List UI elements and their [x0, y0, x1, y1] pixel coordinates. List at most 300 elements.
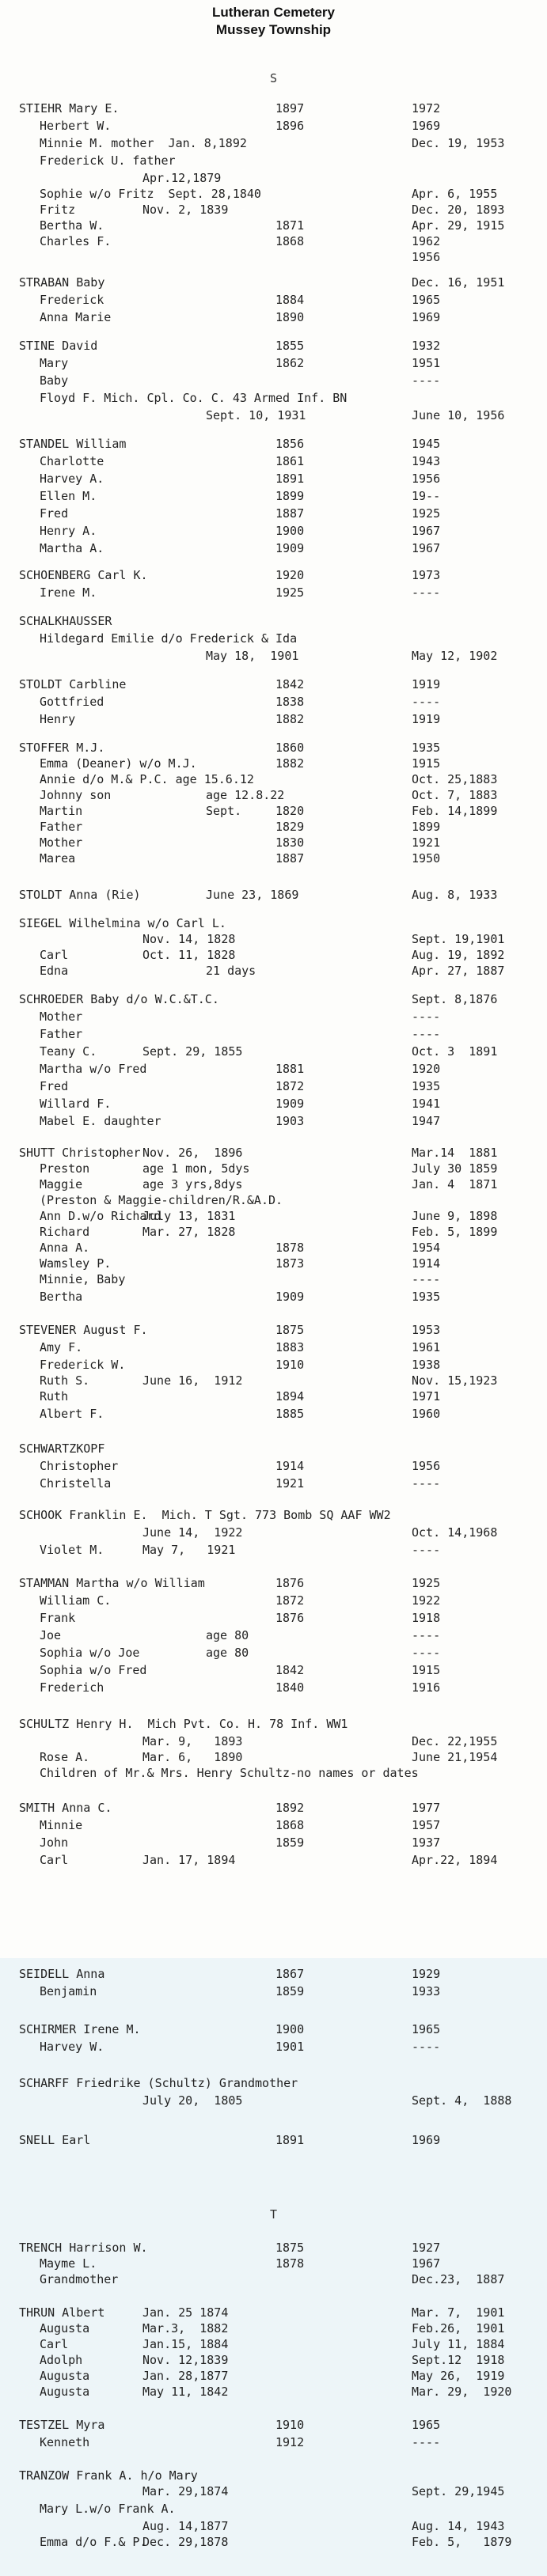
record-line	[0, 1680, 547, 1698]
record-line	[0, 1750, 547, 1767]
birth-date: Nov. 2, 1839	[142, 203, 229, 217]
name-text: Willard F.	[40, 1097, 112, 1111]
birth-date: 1856	[275, 437, 305, 451]
name-text: Christopher	[40, 1459, 119, 1473]
record-line	[0, 1290, 547, 1307]
name-text: Carl	[40, 2337, 69, 2351]
name-text: Wamsley P.	[40, 1256, 112, 1271]
name-text: STEVENER August F.	[19, 1323, 148, 1337]
death-date: 1937	[412, 1835, 441, 1850]
death-date: 1919	[412, 712, 441, 726]
record-line	[0, 275, 547, 293]
birth-date: age 12.8.22	[206, 788, 285, 802]
name-text: Herbert W.	[40, 119, 112, 133]
record-line	[0, 1097, 547, 1114]
record-line	[0, 2337, 547, 2354]
name-text: SHUTT Christopher	[19, 1146, 141, 1160]
death-date: Apr.22, 1894	[412, 1853, 498, 1867]
name-text: Charles F.	[40, 234, 112, 248]
death-date: Mar.14 1881	[412, 1146, 498, 1160]
death-date: Sept. 19,1901	[412, 932, 505, 946]
birth-date: 1882	[275, 756, 305, 771]
record-line	[0, 888, 547, 905]
birth-date: Sept. 29, 1855	[142, 1044, 243, 1059]
death-date: Aug. 14, 1943	[412, 2519, 505, 2533]
record-line	[0, 1407, 547, 1424]
birth-date: 1892	[275, 1801, 305, 1815]
birth-date: 1875	[275, 2241, 305, 2255]
birth-date: age 80	[206, 1628, 249, 1642]
death-date: 1933	[412, 1984, 441, 1998]
record-line	[0, 2484, 547, 2502]
birth-date: 1820	[275, 804, 305, 818]
name-text: Rose A.	[40, 1750, 90, 1764]
death-date: 1954	[412, 1241, 441, 1255]
birth-date: 1867	[275, 1967, 305, 1981]
name-text: SCHWARTZKOPF	[19, 1441, 105, 1456]
death-date: Apr. 6, 1955	[412, 187, 498, 201]
birth-date: 1876	[275, 1576, 305, 1590]
record-line	[0, 964, 547, 981]
record-line	[0, 1323, 547, 1340]
record-line	[0, 2241, 547, 2258]
birth-date: age 80	[206, 1646, 249, 1660]
death-date: 1972	[412, 101, 441, 116]
name-text: STRABAN Baby	[19, 275, 105, 290]
death-date: Aug. 19, 1892	[412, 948, 505, 962]
record-line	[0, 101, 547, 119]
record-line	[0, 1734, 547, 1752]
death-date: 1935	[412, 1079, 441, 1093]
birth-date: 1894	[275, 1389, 305, 1404]
name-text: Minnie, Baby	[40, 1272, 126, 1286]
record-line	[0, 677, 547, 695]
name-text: SEIDELL Anna	[19, 1967, 105, 1981]
birth-date: July 13, 1831	[142, 1209, 236, 1223]
birth-date: 1829	[275, 820, 305, 834]
name-text: (Preston & Maggie-children/R.&A.D.	[40, 1193, 283, 1207]
record-line	[0, 2093, 547, 2111]
death-date: May 26, 1919	[412, 2369, 505, 2383]
name-text: Martha w/o Fred	[40, 1062, 147, 1076]
birth-date: 1900	[275, 2022, 305, 2036]
death-date: 1961	[412, 1340, 441, 1354]
record-line	[0, 541, 547, 559]
record-line	[0, 1717, 547, 1734]
death-date: 1929	[412, 1967, 441, 1981]
birth-date: age 1 mon, 5dys	[142, 1161, 250, 1176]
death-date: 1967	[412, 541, 441, 555]
record-line	[0, 1146, 547, 1163]
name-text: THRUN Albert	[19, 2305, 105, 2320]
death-date: ----	[412, 1646, 441, 1660]
record-line	[0, 339, 547, 356]
record-line	[0, 649, 547, 666]
birth-date: 1890	[275, 310, 305, 324]
record-line	[0, 1062, 547, 1079]
death-date: 1957	[412, 1818, 441, 1832]
record-line	[0, 851, 547, 869]
death-date: 1919	[412, 677, 441, 691]
record-line	[0, 356, 547, 373]
name-text: STIEHR Mary E.	[19, 101, 120, 116]
birth-date: 1861	[275, 454, 305, 468]
record-line	[0, 454, 547, 472]
death-date: 1915	[412, 756, 441, 771]
name-text: STANDEL William	[19, 437, 127, 451]
record-line	[0, 1508, 547, 1525]
record-line	[0, 234, 547, 252]
record-line	[0, 2040, 547, 2057]
record-line	[0, 1209, 547, 1226]
name-text: SCHROEDER Baby d/o W.C.&T.C.	[19, 992, 219, 1006]
death-date: 1899	[412, 820, 441, 834]
birth-date: Jan. 17, 1894	[142, 1853, 236, 1867]
death-date: ----	[412, 1476, 441, 1491]
name-text: Minnie	[40, 1818, 83, 1832]
death-date: Feb.26, 1901	[412, 2321, 505, 2335]
death-date: 1935	[412, 1290, 441, 1304]
name-text: Hildegard Emilie d/o Frederick & Ida	[40, 631, 298, 646]
death-date: Dec. 19, 1953	[412, 136, 505, 150]
birth-date: 1909	[275, 1097, 305, 1111]
record-line	[0, 437, 547, 454]
name-text: Annie d/o M.& P.C. age 15.6.12	[40, 772, 254, 786]
name-text: Preston	[40, 1161, 90, 1176]
death-date: Mar. 29, 1920	[412, 2385, 512, 2399]
record-line	[0, 1044, 547, 1062]
birth-date: 1881	[275, 1062, 305, 1076]
birth-date: 1876	[275, 1611, 305, 1625]
birth-date: 1830	[275, 835, 305, 850]
death-date: ----	[412, 1543, 441, 1557]
record-line	[0, 2321, 547, 2339]
death-date: ----	[412, 1628, 441, 1642]
record-line	[0, 932, 547, 949]
name-text: Sophia w/o Fred	[40, 1663, 147, 1677]
birth-date: Aug. 14,1877	[142, 2519, 229, 2533]
record-line	[0, 1853, 547, 1870]
birth-date: Sept. 10, 1931	[206, 408, 306, 422]
record-line	[0, 1272, 547, 1290]
name-text: SCHOENBERG Carl K.	[19, 568, 148, 582]
name-text: Albert F.	[40, 1407, 104, 1421]
record-line	[0, 631, 547, 649]
death-date: Sept. 4, 1888	[412, 2093, 512, 2108]
birth-date: 1873	[275, 1256, 305, 1271]
record-line	[0, 1525, 547, 1543]
birth-date: 1903	[275, 1114, 305, 1128]
name-text: Christella	[40, 1476, 112, 1491]
death-date: Feb. 14,1899	[412, 804, 498, 818]
birth-date: 1875	[275, 1323, 305, 1337]
death-date: 1943	[412, 454, 441, 468]
death-date: 1922	[412, 1593, 441, 1608]
name-text: SCHULTZ Henry H. Mich Pvt. Co. H. 78 Inf. WW1	[19, 1717, 348, 1731]
name-text: STOLDT Anna (Rie)	[19, 888, 141, 902]
record-line	[0, 1543, 547, 1560]
name-text: TRANZOW Frank A. h/o Mary	[19, 2468, 198, 2483]
birth-date: May 7, 1921	[142, 1543, 236, 1557]
name-text: Harvey A.	[40, 472, 104, 486]
name-text: Martin	[40, 804, 83, 818]
birth-date: Mar.3, 1882	[142, 2321, 229, 2335]
birth-date: 1887	[275, 506, 305, 521]
death-date: June 21,1954	[412, 1750, 498, 1764]
record-line	[0, 1340, 547, 1358]
birth-date: 1883	[275, 1340, 305, 1354]
name-text: Charlotte	[40, 454, 104, 468]
birth-date: 1862	[275, 356, 305, 370]
name-text: Grandmother	[40, 2272, 119, 2286]
record-line	[0, 712, 547, 729]
death-date: 1969	[412, 310, 441, 324]
death-date: 1953	[412, 1323, 441, 1337]
death-date: 1977	[412, 1801, 441, 1815]
birth-date: 1891	[275, 2133, 305, 2147]
name-text: William C.	[40, 1593, 112, 1608]
birth-date: 1920	[275, 568, 305, 582]
record-line	[0, 310, 547, 328]
death-date: Feb. 5, 1879	[412, 2535, 512, 2549]
record-line	[0, 218, 547, 236]
birth-date: May 18, 1901	[206, 649, 299, 663]
birth-date: 1909	[275, 1290, 305, 1304]
record-line	[0, 1801, 547, 1818]
birth-date: 1871	[275, 218, 305, 233]
birth-date: 1901	[275, 2040, 305, 2054]
death-date: 1956	[412, 1459, 441, 1473]
record-line	[0, 2535, 547, 2552]
record-line	[0, 2076, 547, 2093]
birth-date: Nov. 14, 1828	[142, 932, 236, 946]
death-date: Dec. 22,1955	[412, 1734, 498, 1748]
record-line	[0, 2256, 547, 2274]
record-line	[0, 835, 547, 853]
death-date: Dec. 20, 1893	[412, 203, 505, 217]
birth-date: 1872	[275, 1593, 305, 1608]
name-text: Kenneth	[40, 2435, 90, 2449]
birth-date: 1859	[275, 1835, 305, 1850]
name-text: STOFFER M.J.	[19, 741, 105, 755]
name-text: Mother	[40, 835, 83, 850]
name-text: SCHOOK Franklin E. Mich. T Sgt. 773 Bomb SQ AAF WW2	[19, 1508, 391, 1522]
death-date: 1935	[412, 741, 441, 755]
death-date: ----	[412, 1010, 441, 1024]
name-text: Ruth	[40, 1389, 69, 1404]
record-line	[0, 1161, 547, 1179]
record-line	[0, 2133, 547, 2150]
birth-date: Sept.	[206, 804, 242, 818]
name-text: Frank	[40, 1611, 76, 1625]
birth-date: 1891	[275, 472, 305, 486]
death-date: 1969	[412, 2133, 441, 2147]
name-text: Frederick U. father	[40, 153, 176, 168]
birth-date: 21 days	[206, 964, 256, 978]
record-line	[0, 1967, 547, 1984]
death-date: 1918	[412, 1611, 441, 1625]
death-date: Sept. 29,1945	[412, 2484, 505, 2498]
birth-date: June 16, 1912	[142, 1373, 243, 1388]
death-date: 1938	[412, 1358, 441, 1372]
page-title: Lutheran Cemetery	[212, 5, 335, 20]
record-line	[0, 506, 547, 524]
death-date: 1941	[412, 1097, 441, 1111]
record-line	[0, 1835, 547, 1853]
record-line	[0, 203, 547, 220]
record-line	[0, 1984, 547, 2002]
record-line	[0, 1476, 547, 1494]
death-date: ----	[412, 585, 441, 600]
birth-date: age 3 yrs,8dys	[142, 1177, 243, 1191]
death-date: June 9, 1898	[412, 1209, 498, 1223]
birth-date: 1909	[275, 541, 305, 555]
record-line	[0, 568, 547, 585]
name-text: Amy F.	[40, 1340, 83, 1354]
birth-date: 1878	[275, 1241, 305, 1255]
death-date: Nov. 15,1923	[412, 1373, 498, 1388]
death-date: 1916	[412, 1680, 441, 1695]
name-text: Children of Mr.& Mrs. Henry Schultz-no names or dates	[40, 1766, 419, 1780]
record-line	[0, 1576, 547, 1593]
record-line	[0, 1646, 547, 1663]
death-date: July 30 1859	[412, 1161, 498, 1176]
name-text: STOLDT Carbline	[19, 677, 127, 691]
name-text: SMITH Anna C.	[19, 1801, 112, 1815]
record-line	[0, 585, 547, 603]
death-date: 1921	[412, 835, 441, 850]
name-text: SIEGEL Wilhelmina w/o Carl L.	[19, 916, 226, 930]
birth-date: 1868	[275, 234, 305, 248]
name-text: Mabel E. daughter	[40, 1114, 161, 1128]
birth-date: 1838	[275, 695, 305, 709]
death-date: 1951	[412, 356, 441, 370]
death-date: Apr. 29, 1915	[412, 218, 505, 233]
birth-date: 1910	[275, 2418, 305, 2432]
birth-date: 1896	[275, 119, 305, 133]
record-line	[0, 2502, 547, 2519]
death-date: Dec.23, 1887	[412, 2272, 505, 2286]
name-text: Floyd F. Mich. Cpl. Co. C. 43 Armed Inf. BN	[40, 391, 348, 405]
record-line	[0, 820, 547, 837]
name-text: Adolph	[40, 2353, 83, 2367]
death-date: May 12, 1902	[412, 649, 498, 663]
birth-date: 1912	[275, 2435, 305, 2449]
record-line	[0, 804, 547, 821]
record-line	[0, 916, 547, 934]
name-text: Marea	[40, 851, 76, 866]
death-date: ----	[412, 1272, 441, 1286]
record-line	[0, 1225, 547, 1242]
death-date: 19--	[412, 489, 441, 503]
name-text: Irene M.	[40, 585, 97, 600]
record-line	[0, 2272, 547, 2290]
birth-date: June 23, 1869	[206, 888, 299, 902]
section-letter: S	[269, 71, 278, 85]
name-text: Anna A.	[40, 1241, 90, 1255]
record-line	[0, 2418, 547, 2435]
name-text: STINE David	[19, 339, 98, 353]
death-date: ----	[412, 2435, 441, 2449]
death-date: ----	[412, 695, 441, 709]
name-text: Harvey W.	[40, 2040, 104, 2054]
name-text: SNELL Earl	[19, 2133, 91, 2147]
death-date: 1965	[412, 2022, 441, 2036]
record-line	[0, 489, 547, 506]
name-text: Teany C.	[40, 1044, 97, 1059]
name-text: Violet M.	[40, 1543, 104, 1557]
death-date: 1920	[412, 1062, 441, 1076]
record-line	[0, 2385, 547, 2402]
birth-date: 1860	[275, 741, 305, 755]
birth-date: 1914	[275, 1459, 305, 1473]
section-letter: T	[269, 2207, 278, 2222]
birth-date: Mar. 27, 1828	[142, 1225, 236, 1239]
death-date: Oct. 3 1891	[412, 1044, 498, 1059]
death-date: June 10, 1956	[412, 408, 505, 422]
record-line	[0, 1818, 547, 1835]
birth-date: May 11, 1842	[142, 2385, 229, 2399]
death-date: 1914	[412, 1256, 441, 1271]
death-date: 1945	[412, 437, 441, 451]
death-date: 1915	[412, 1663, 441, 1677]
record-line	[0, 2435, 547, 2453]
record-line	[0, 1177, 547, 1195]
record-line	[0, 408, 547, 426]
birth-date: Mar. 6, 1890	[142, 1750, 243, 1764]
birth-date: 1885	[275, 1407, 305, 1421]
record-line	[0, 1373, 547, 1391]
death-date: July 11, 1884	[412, 2337, 505, 2351]
record-line	[0, 756, 547, 774]
death-date: ----	[412, 2040, 441, 2054]
record-line	[0, 1358, 547, 1375]
record-line	[0, 1766, 547, 1783]
birth-date: Nov. 26, 1896	[142, 1146, 243, 1160]
record-line	[0, 250, 547, 267]
birth-date: 1842	[275, 677, 305, 691]
name-text: Henry	[40, 712, 76, 726]
birth-date: 1884	[275, 293, 305, 307]
death-date: 1932	[412, 339, 441, 353]
death-date: Jan. 4 1871	[412, 1177, 498, 1191]
birth-date: 1855	[275, 339, 305, 353]
name-text: Mary	[40, 356, 69, 370]
name-text: Fred	[40, 506, 69, 521]
record-line	[0, 1079, 547, 1097]
record-line	[0, 1593, 547, 1611]
record-line	[0, 472, 547, 489]
name-text: Augusta	[40, 2385, 90, 2399]
name-text: Richard	[40, 1225, 90, 1239]
name-text: Ann D.w/o Richard	[40, 1209, 161, 1223]
death-date: Dec. 16, 1951	[412, 275, 505, 290]
record-line	[0, 788, 547, 805]
record-line	[0, 1241, 547, 1258]
name-text: Sophie w/o Fritz Sept. 28,1840	[40, 187, 261, 201]
record-line	[0, 992, 547, 1010]
death-date: 1967	[412, 524, 441, 538]
birth-date: 1840	[275, 1680, 305, 1695]
record-line	[0, 1256, 547, 1274]
death-date: 1925	[412, 506, 441, 521]
name-text: Anna Marie	[40, 310, 112, 324]
name-text: Emma (Deaner) w/o M.J.	[40, 756, 197, 771]
birth-date: 1910	[275, 1358, 305, 1372]
name-text: Gottfried	[40, 695, 104, 709]
death-date: Oct. 14,1968	[412, 1525, 498, 1540]
birth-date: 1882	[275, 712, 305, 726]
